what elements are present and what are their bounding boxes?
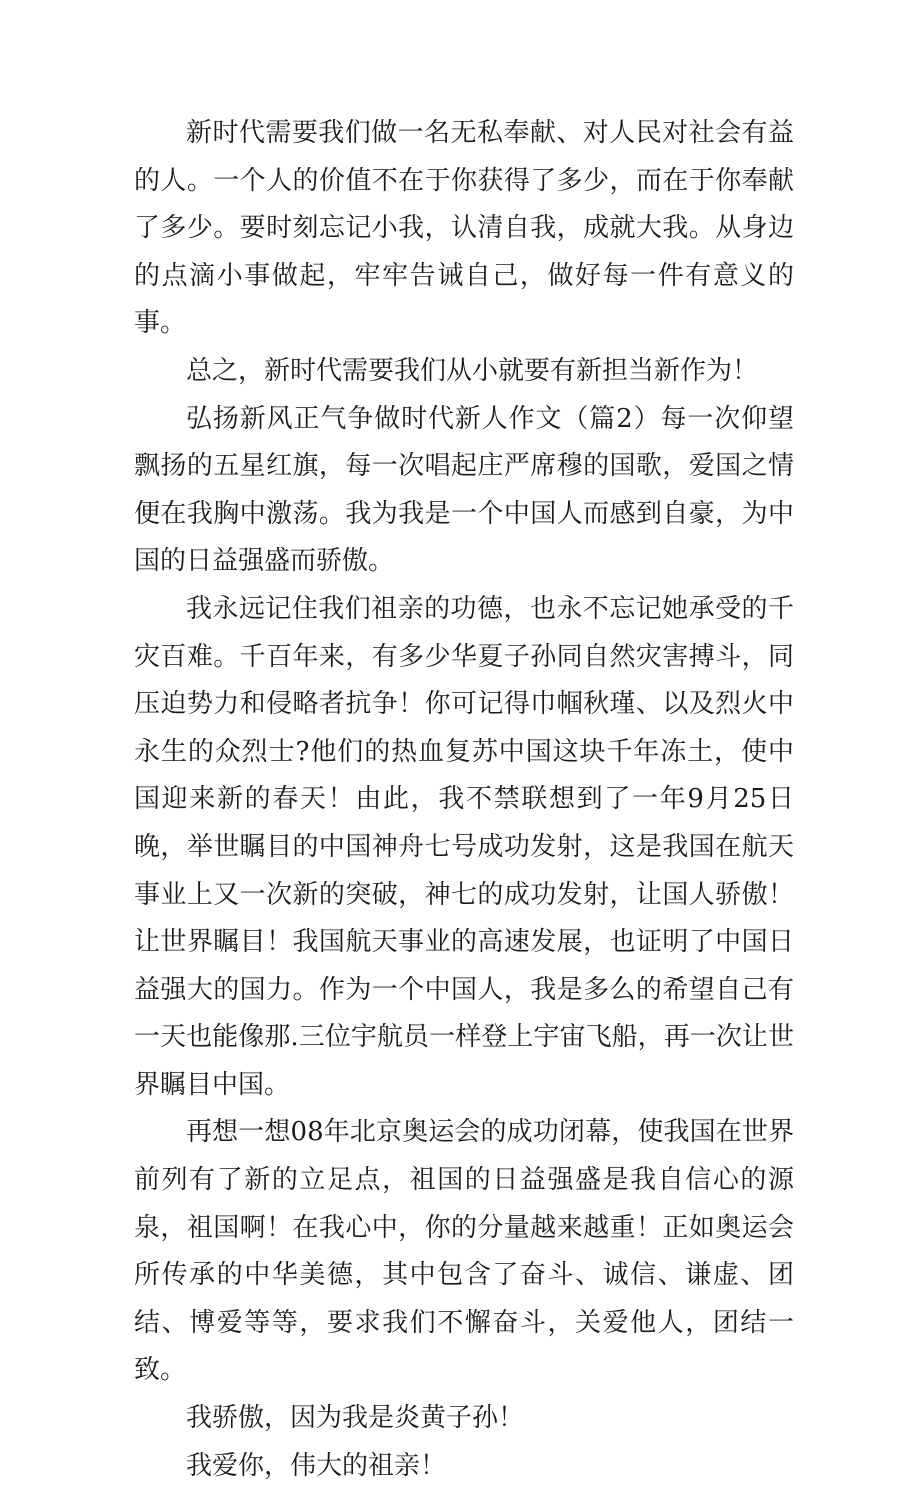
paragraph-2: 总之，新时代需要我们从小就要有新担当新作为！: [186, 355, 759, 386]
paragraph-4: 我永远记住我们祖亲的功德，也永不忘记她承受的千灾百难。千百年来，有多少华夏子孙同自然灾害搏斗，同压迫势力和侵略者抗争！你可记得巾帼秋瑾、以及烈火中永生的众烈士?他们的热血复苏中国这块千年冻土，使中国迎来新的春天！由此，我不禁联想到了一年9月25日晚，举世瞩目的中国神舟七号成功发射，这是我国在航天事业上又一次新的突破，神七的成功发射，让国人骄傲！让世界瞩目！我国航天事业的高速发展，也证明了中国日益强大的国力。作为一个中国人，我是多么的希望自己有一天也能像那.三位宇航员一样登上宇宙飞船，再一次让世界瞩目中国。: [134, 593, 794, 1100]
paragraph-7: 我爱你，伟大的祖亲！: [186, 1450, 447, 1481]
paragraph-6: 我骄傲，因为我是炎黄子孙！: [186, 1403, 525, 1434]
paragraph-3: 弘扬新风正气争做时代新人作文（篇2）每一次仰望飘扬的五星红旗，每一次唱起庄严席穆的国歌，爱国之情便在我胸中激荡。我为我是一个中国人而感到自豪，为中国的日益强盛而骄傲。: [134, 403, 794, 577]
document-body: [134, 110, 794, 1490]
paragraph-5: 再想一想08年北京奥运会的成功闭幕，使我国在世界前列有了新的立足点，祖国的日益强盛是我自信心的源泉，祖国啊！在我心中，你的分量越来越重！正如奥运会所传承的中华美德，其中包含了奋斗、诚信、谦虚、团结、博爱等等，要求我们不懈奋斗，关爱他人，团结一致。: [134, 1117, 794, 1386]
paragraph-1: 新时代需要我们做一名无私奉献、对人民对社会有益的人。一个人的价值不在于你获得了多少，而在于你奉献了多少。要时刻忘记小我，认清自我，成就大我。从身边的点滴小事做起，牢牢告诫自己，做好每一件有意义的事。: [134, 118, 794, 339]
